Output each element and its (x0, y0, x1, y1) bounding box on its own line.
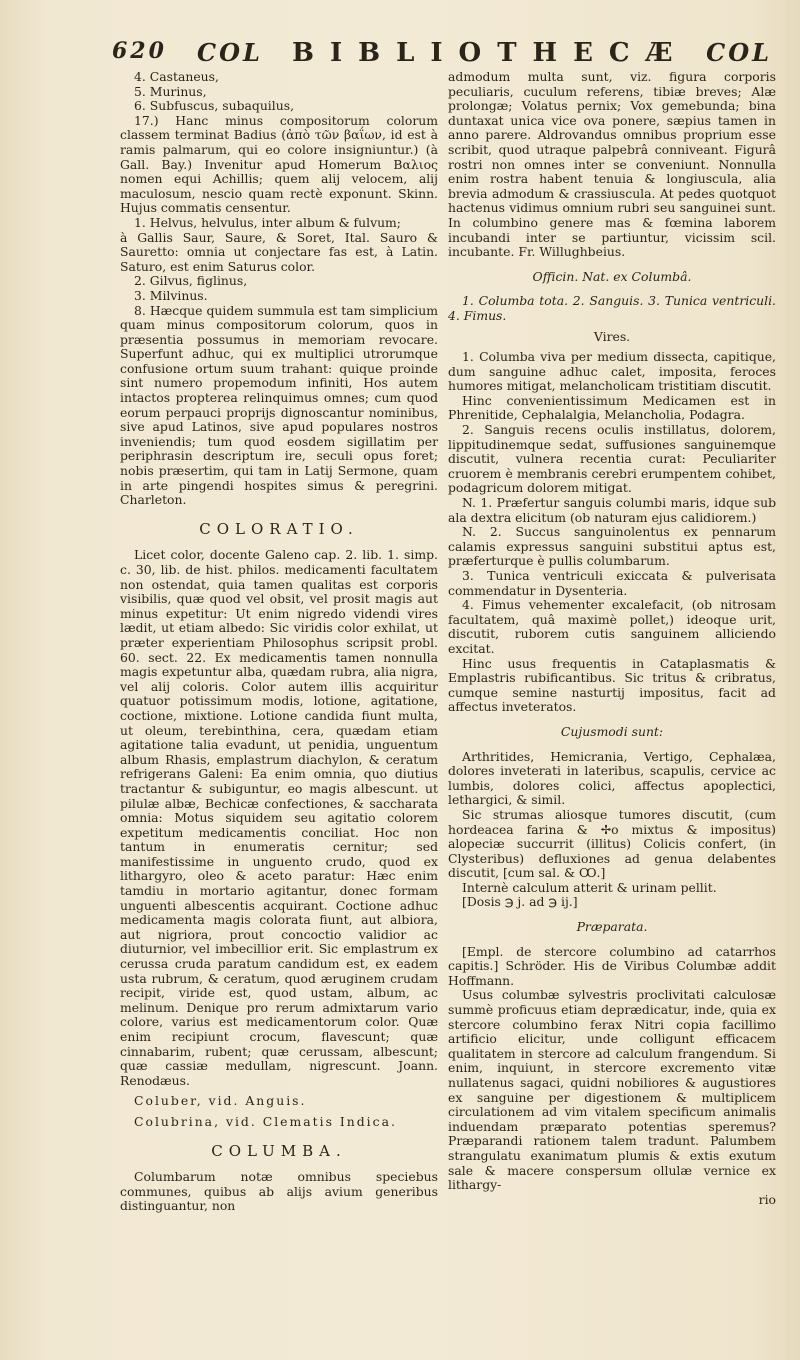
list-item: 4. Castaneus, (134, 69, 219, 84)
emplastrum-text: [Empl. de stercore columbino ad catarrhos capitis.] Schröder. His de Viribus Columbæ addit Hoffmann. (448, 943, 776, 988)
header-left-word: COL (197, 38, 263, 67)
vires-1b: Hinc convenientissimum Medicamen est in Phrenitide, Cephalalgia, Melancholia, Podagra. (448, 392, 776, 423)
paragraph-8: 8. Hæcque quidem summula est tam simplicium quam minus compositorum colorum, quos in præsentia possumus in memoriam revocare. Superfunt adhuc, qui ex multiplici utrorumque confusione ortum suum trahant: quique proinde sint numero propemodum infiniti, Hos autem intactos propterea relinquimus omnes; cum quod eorum perpauci proprijs dignoscantur nominibus, sive apud Latinos, sive apud populares nostros inveniendis; tum quod eosdem sigillatim per periphrasin descriptum ire, seculi opus foret; nobis præsertim, qui tam in Latij Sermone, quam in arte pingendi hospites simus & peregrini. Charleton. (120, 302, 438, 508)
coloratio-text: Licet color, docente Galeno cap. 2. lib. 1. simp. c. 30, lib. de hist. philos. medicamenti facultatem non ostendat, quia tamen qualitas est corporis visibilis, quæ quod vel obsit, vel prosit magis aut minus expetitur: Ut enim nigredo videndi vires lædit, ut etiam albedo: Sic viridis color exhilat, ut præter experientiam Philosophus scripsit probl. 60. sect. 22. Ex medicamentis tamen nonnulla magis expetuntur alba, quædam rubra, alia nigra, vel alij coloris. Color autem illis acquiritur quatuor potissimum modis, lotione, agitatione, coctione, mixtione. Lotione candida fiunt multa, ut oleum, terebinthina, cera, quædam etiam agitatione talia evadunt, ut penidia, unguentum album Rhasis, emplastrum diachylon, & ceratum refrigerans Galeni: Ea enim omnia, quo diutius tractantur & subiguntur, eo magis albescunt. ut pilulæ albæ, Bechicæ confectiones, & saccharata omnia: Motus siquidem seu agitatio colorem expetitum medicamentis conciliat. Hoc non tantum in enumeratis cernitur; sed manifestissime in unguento crudo, quod ex lithargyro, oleo & aceto paratur: Hæc enim tamdiu in mortario agitantur, donec formam unguenti albescentis acquirant. Coctione adhuc medicamenta magis colorata fiunt, aut albiora, aut nigriora, prout concoctio validior ac diuturnior, vel imbecillior erit. Sic emplastrum ex cerussa cruda paratum candidum est, ex eadem usta rubrum, & ceratum, quod æruginem crudam recipit, viride est, quod ustam, album, ac melinum. Denique pro rerum admixtarum vario colore, varius est medicamentorum color. Quæ enim recipiunt crocum, flavescunt; quæ cinnabarim, rubent; quæ cerussam, albescunt; quæ cassiæ medullam, nigrescunt. Joann. Renodæus. (120, 547, 438, 1088)
list-item: 6. Subfuscus, subaquilus, (134, 98, 295, 114)
catchword: rio (758, 1191, 776, 1207)
cross-reference: Colubrina, vid. Clematis Indica. (134, 1113, 397, 1129)
usus-text: Usus columbæ sylvestris proclivitati calculosæ summè proficuus etiam deprædicatur, inde, quia ex stercore columbino ferax Nitri copia facillimo artificio elicitur, unde colligunt efficacem qualitatem in stercore ad calculum frangendum. Si enim, inquiunt, in stercore excremento vitæ nullatenus sagaci, quidni nobiliores & augustiores ex sanguine per digestionem & multiplicem circulationem ad vim vitalem specificum animalis induendam præparato potentias speremus? Præparandi rationem talem tradunt. Palumbem strangulatu exanimatum plumis & extis exutum sale & macere conspersum ollulæ vernice ex lithargy- (448, 987, 776, 1193)
paragraph-17: 17.) Hanc minus compositorum colorum classem terminat Badius (ἀπὸ τῶν βαΐων, id est à ramis palmarum, qui eo colore insigniuntur.) (à Gall. Bay.) Invenitur apud Homerum Βαλιος nomen equi Achillis; quem alij velocem, alij maculosum, nescio quam rectè exponunt. Skinn. Hujus commatis censentur. (120, 112, 438, 216)
heading-coloratio: COLORATIO. (199, 519, 359, 538)
heading-columba: COLUMBA. (211, 1141, 347, 1160)
list-item: 5. Murinus, (134, 83, 207, 99)
header-right-word: COL (706, 38, 772, 67)
officin-items: 1. Columba tota. 2. Sanguis. 3. Tunica ventriculi. 4. Fimus. (448, 293, 776, 323)
list-item: à Gallis Saur, Saure, & Soret, Ital. Sauro & Sauretto: omnia ut conjectare fas est, à Latin. Saturo, est enim Saturus color. (120, 229, 438, 274)
list-item: 2. Gilvus, figlinus, (134, 273, 248, 289)
list-item: 1. Helvus, helvulus, inter album & fulvum; (134, 214, 401, 230)
page-number: 620 (112, 38, 167, 64)
arthritides-text: Arthritides, Hemicrania, Vertigo, Cephalæa, dolores inveterati in lateribus, scapulis, cervice ac lumbis, dolores colici, affectus apoplectici, lethargici, & simil. (448, 748, 776, 808)
left-column (120, 70, 438, 1214)
right-column (448, 70, 776, 1207)
columba-text: Columbarum notæ omnibus speciebus communes, quibus ab alijs avium generibus distinguantur, non (120, 1169, 438, 1214)
cross-reference: Coluber, vid. Anguis. (134, 1093, 307, 1109)
praeparata-heading: Præparata. (576, 919, 648, 935)
vires-4: 4. Fimus vehementer excalefacit, (ob nitrosam facultatem, quâ maximè pollet,) ideoque urit, discutit, ruborem cutis sanguinem alliciendo excitat. (448, 597, 776, 656)
dosis-text: [Dosis ℈ j. ad ℈ ij.] (462, 894, 578, 910)
vires-3: 3. Tunica ventriculi exiccata & pulverisata commendatur in Dysenteria. (448, 568, 776, 598)
officin-heading: Officin. Nat. ex Columbâ. (532, 268, 692, 284)
interne-text: Internè calculum atterit & urinam pellit. (462, 879, 717, 895)
note-1: N. 1. Præfertur sanguis columbi maris, idque sub ala dextra elicitum (ob naturam ejus calidiorem.) (448, 495, 776, 525)
cujusmodi-heading: Cujusmodi sunt: (560, 723, 664, 739)
header-title: BIBLIOTHECÆ (292, 38, 689, 68)
note-2: N. 2. Succus sanguinolentus ex pennarum calamis expressus sanguini substitui aptus est, præferturque è pullis columbarum. (448, 524, 776, 569)
vires-4b: Hinc usus frequentis in Cataplasmatis & Emplastris rubificantibus. Sic tritus & cribratus, cumque semine nasturtij impositus, facit ad affectus inveteratos. (448, 655, 776, 715)
list-item: 3. Milvinus. (134, 287, 208, 303)
vires-2: 2. Sanguis recens oculis instillatus, dolorem, lippitudinemque sedat, suffusiones sanguinemque discutit, vulnera recentia curat: Peculiariter cruorem è membranis cerebri erumpentem cohibet, podagricum dolorem mitigat. (448, 422, 776, 496)
columba-continued: admodum multa sunt, viz. figura corporis peculiaris, cuculum referens, tibiæ breves; Alæ prolongæ; Volatus pernix; Vox gemebunda; bina duntaxat unica vice ova ponere, sæpius tamen in anno parere. Aldrovandus omnibus proprium esse scribit, quod utraque palpebrâ conniveant. Figurâ rostri non omnes inter se conveniunt. Nonnulla enim rostra habent tenuia & longiuscula, alia brevia admodum & crassiuscula. At pedes quotquot hactenus vidimus omnium rubri seu sanguinei sunt. In columbino genere mas & fœmina laborem incubandi inter se partiuntur, vicissim scil. incubante. Fr. Willughbeius. (448, 69, 776, 260)
strumas-text: Sic strumas aliosque tumores discutit, (cum hordeacea farina & ✢o mixtus & impositus) alopeciæ succurrit (illitus) Colicis confert, (in Clysteribus) defluxiones ad genua delabentes discutit, [cum sal. & Ꝏ.] (448, 806, 776, 881)
vires-heading: Vires. (593, 328, 631, 344)
vires-1: 1. Columba viva per medium dissecta, capitique, dum sanguine adhuc calet, imposita, feroces humores mitigat, melancholicam tristitiam discutit. (448, 349, 776, 394)
